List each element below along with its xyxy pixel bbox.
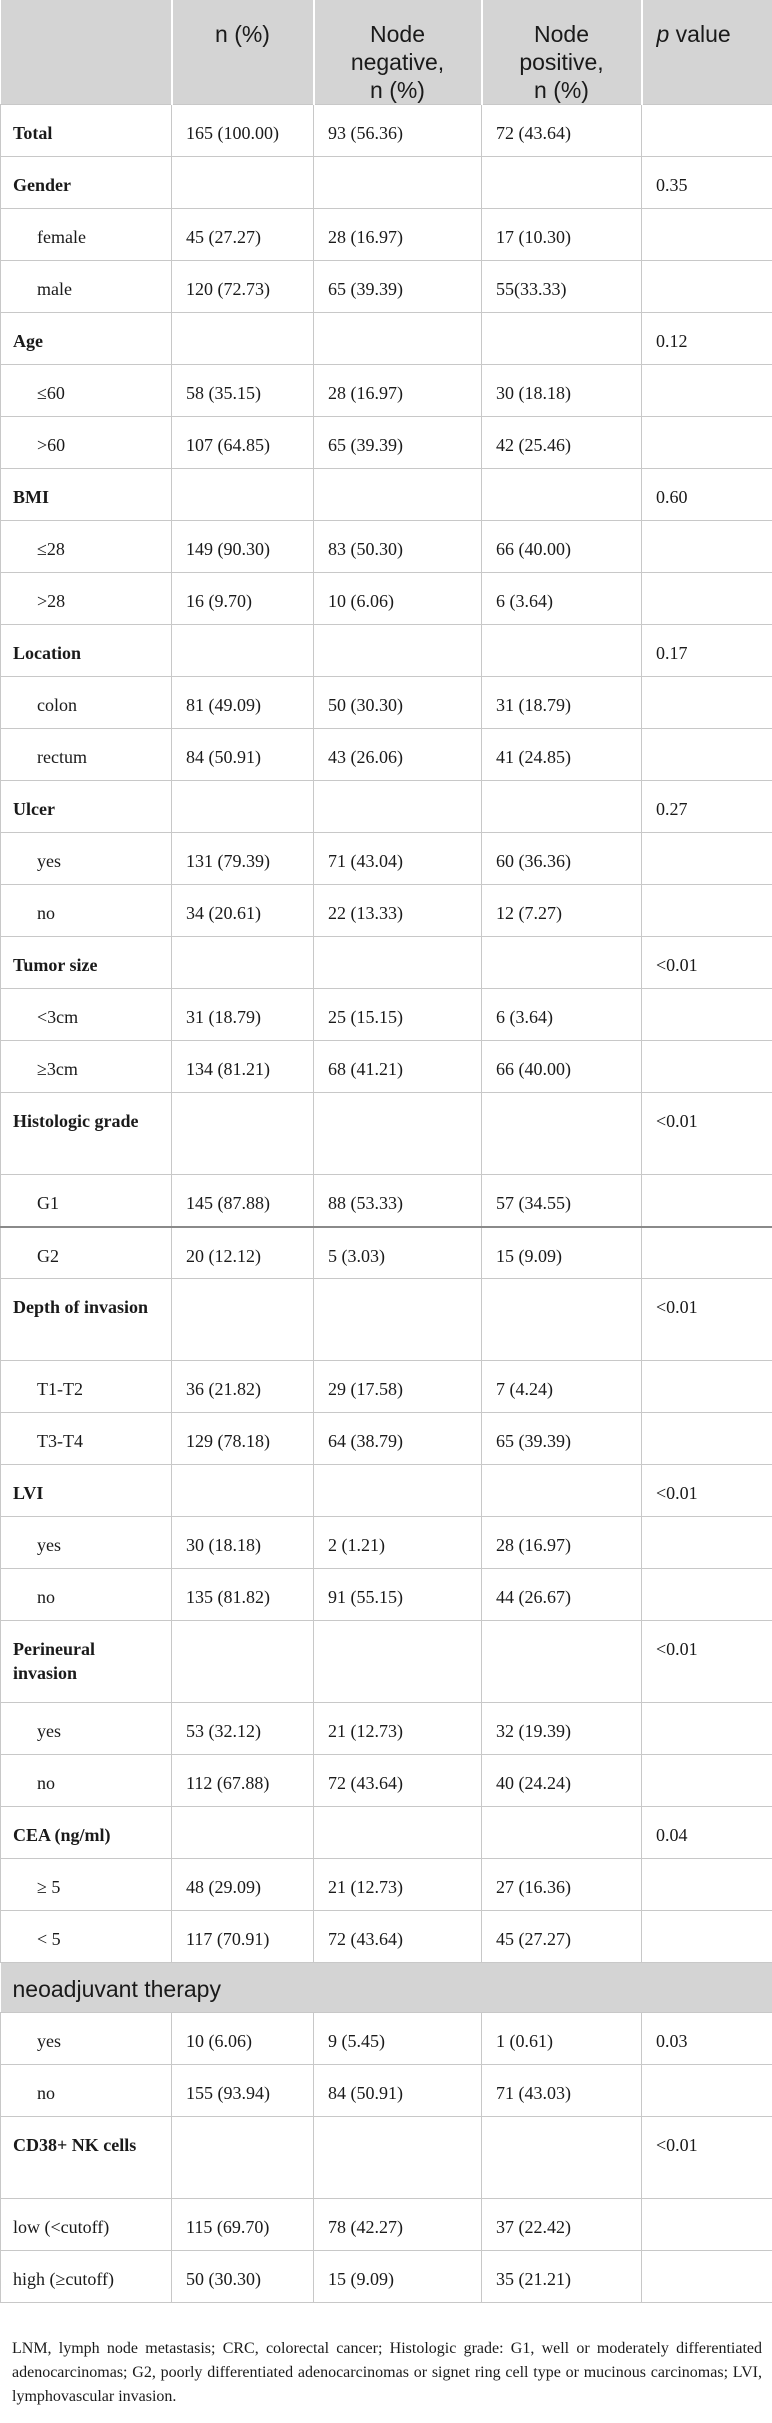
row-p: 0.04	[642, 1807, 772, 1859]
row-pos: 44 (26.67)	[482, 1569, 642, 1621]
row-label: >28	[1, 573, 172, 625]
row-pos: 66 (40.00)	[482, 1041, 642, 1093]
header-node-negative	[314, 0, 482, 105]
row-p	[642, 1703, 772, 1755]
row-neg: 21 (12.73)	[314, 1703, 482, 1755]
table-row	[1, 2065, 772, 2117]
row-pos	[482, 1279, 642, 1361]
table-row	[1, 1227, 772, 1279]
table-row-category	[1, 625, 772, 677]
row-pos: 17 (10.30)	[482, 209, 642, 261]
row-p	[642, 1227, 772, 1279]
row-n: 50 (30.30)	[172, 2251, 314, 2303]
row-n	[172, 1465, 314, 1517]
row-label: yes	[1, 1517, 172, 1569]
table-row-category	[1, 313, 772, 365]
row-n	[172, 781, 314, 833]
row-n: 16 (9.70)	[172, 573, 314, 625]
table-row	[1, 573, 772, 625]
row-n	[172, 1807, 314, 1859]
row-label: G1	[1, 1175, 172, 1227]
row-neg: 93 (56.36)	[314, 105, 482, 157]
row-p	[642, 573, 772, 625]
header-node-positive-line1: Node	[534, 21, 589, 47]
table-row-category	[1, 157, 772, 209]
table-row	[1, 1755, 772, 1807]
row-neg: 71 (43.04)	[314, 833, 482, 885]
row-neg: 29 (17.58)	[314, 1361, 482, 1413]
row-p	[642, 209, 772, 261]
row-p	[642, 1041, 772, 1093]
row-pos: 60 (36.36)	[482, 833, 642, 885]
row-p: <0.01	[642, 1465, 772, 1517]
row-neg: 64 (38.79)	[314, 1413, 482, 1465]
row-neg: 9 (5.45)	[314, 2013, 482, 2065]
row-label: Age	[1, 313, 172, 365]
row-p	[642, 729, 772, 781]
row-p: 0.35	[642, 157, 772, 209]
row-n: 48 (29.09)	[172, 1859, 314, 1911]
row-n: 81 (49.09)	[172, 677, 314, 729]
table-row	[1, 1175, 772, 1227]
table-row-category	[1, 1093, 772, 1175]
table-row	[1, 1041, 772, 1093]
row-p	[642, 885, 772, 937]
row-p	[642, 1911, 772, 1963]
row-p	[642, 1413, 772, 1465]
row-n: 155 (93.94)	[172, 2065, 314, 2117]
row-neg	[314, 1621, 482, 1703]
row-neg	[314, 1465, 482, 1517]
row-pos	[482, 2117, 642, 2199]
row-label: high (≥cutoff)	[1, 2251, 172, 2303]
row-neg	[314, 1807, 482, 1859]
table-row	[1, 1361, 772, 1413]
row-label: LVI	[1, 1465, 172, 1517]
row-neg: 22 (13.33)	[314, 885, 482, 937]
row-neg: 78 (42.27)	[314, 2199, 482, 2251]
row-label: low (<cutoff)	[1, 2199, 172, 2251]
table-row	[1, 833, 772, 885]
row-label: ≤28	[1, 521, 172, 573]
row-pos	[482, 313, 642, 365]
row-pos: 40 (24.24)	[482, 1755, 642, 1807]
row-pos: 57 (34.55)	[482, 1175, 642, 1227]
row-label: <3cm	[1, 989, 172, 1041]
row-label: no	[1, 1755, 172, 1807]
row-p	[642, 261, 772, 313]
row-neg: 50 (30.30)	[314, 677, 482, 729]
row-p	[642, 417, 772, 469]
row-n: 117 (70.91)	[172, 1911, 314, 1963]
row-label: yes	[1, 833, 172, 885]
row-n: 131 (79.39)	[172, 833, 314, 885]
row-p	[642, 833, 772, 885]
row-n: 129 (78.18)	[172, 1413, 314, 1465]
row-label: BMI	[1, 469, 172, 521]
table-row-category	[1, 1465, 772, 1517]
row-n	[172, 2117, 314, 2199]
row-p	[642, 1361, 772, 1413]
row-neg	[314, 937, 482, 989]
row-neg: 72 (43.64)	[314, 1755, 482, 1807]
row-neg: 72 (43.64)	[314, 1911, 482, 1963]
table-row	[1, 885, 772, 937]
table-row	[1, 2251, 772, 2303]
row-label: CD38+ NK cells	[1, 2117, 172, 2199]
row-n: 120 (72.73)	[172, 261, 314, 313]
row-pos: 6 (3.64)	[482, 989, 642, 1041]
row-label: Total	[1, 105, 172, 157]
row-label: Perineural invasion	[1, 1621, 172, 1703]
row-n: 31 (18.79)	[172, 989, 314, 1041]
row-n: 112 (67.88)	[172, 1755, 314, 1807]
table-row	[1, 989, 772, 1041]
table-body	[1, 105, 772, 2303]
row-pos	[482, 1093, 642, 1175]
row-p	[642, 1517, 772, 1569]
header-p-rest: value	[669, 21, 731, 47]
row-p	[642, 2065, 772, 2117]
table-row	[1, 1517, 772, 1569]
row-neg: 15 (9.09)	[314, 2251, 482, 2303]
row-neg: 5 (3.03)	[314, 1227, 482, 1279]
row-pos	[482, 1621, 642, 1703]
row-label: T3-T4	[1, 1413, 172, 1465]
row-pos: 35 (21.21)	[482, 2251, 642, 2303]
row-label: Tumor size	[1, 937, 172, 989]
row-p: <0.01	[642, 1621, 772, 1703]
row-pos	[482, 625, 642, 677]
row-p	[642, 2199, 772, 2251]
row-n: 53 (32.12)	[172, 1703, 314, 1755]
row-label: Gender	[1, 157, 172, 209]
row-label: ≤60	[1, 365, 172, 417]
row-pos	[482, 1807, 642, 1859]
row-n	[172, 1279, 314, 1361]
row-n: 36 (21.82)	[172, 1361, 314, 1413]
row-pos	[482, 1465, 642, 1517]
row-neg: 21 (12.73)	[314, 1859, 482, 1911]
row-pos: 28 (16.97)	[482, 1517, 642, 1569]
row-pos	[482, 937, 642, 989]
row-p: 0.12	[642, 313, 772, 365]
row-n: 45 (27.27)	[172, 209, 314, 261]
table-row	[1, 365, 772, 417]
row-pos: 42 (25.46)	[482, 417, 642, 469]
row-neg	[314, 1093, 482, 1175]
row-n: 30 (18.18)	[172, 1517, 314, 1569]
row-pos	[482, 469, 642, 521]
row-neg: 28 (16.97)	[314, 209, 482, 261]
header-node-negative-line1: Node	[370, 21, 425, 47]
row-pos: 37 (22.42)	[482, 2199, 642, 2251]
table-row	[1, 1703, 772, 1755]
header-row	[1, 0, 772, 105]
table-row-section	[1, 1963, 772, 2013]
table-footnote: LNM, lymph node metastasis; CRC, colorectal cancer; Histologic grade: G1, well or moderately differentiated adenocarcinomas; G2, poorly differentiated adenocarcinomas or signet ring cell type or mucinous carcinomas; LVI, lymphovascular invasion.	[12, 2340, 762, 2405]
row-label: yes	[1, 1703, 172, 1755]
table-row	[1, 261, 772, 313]
row-label: rectum	[1, 729, 172, 781]
row-neg	[314, 469, 482, 521]
row-label: no	[1, 1569, 172, 1621]
row-p: <0.01	[642, 1279, 772, 1361]
header-node-negative-line2: negative,	[350, 49, 445, 75]
row-pos: 66 (40.00)	[482, 521, 642, 573]
row-p: <0.01	[642, 2117, 772, 2199]
row-p: 0.60	[642, 469, 772, 521]
table-row-category	[1, 1807, 772, 1859]
section-label: neoadjuvant therapy	[1, 1963, 772, 2013]
table-row-category	[1, 2117, 772, 2199]
row-label: yes	[1, 2013, 172, 2065]
row-neg: 28 (16.97)	[314, 365, 482, 417]
row-pos: 12 (7.27)	[482, 885, 642, 937]
row-neg	[314, 157, 482, 209]
row-neg: 68 (41.21)	[314, 1041, 482, 1093]
row-neg	[314, 2117, 482, 2199]
row-p: <0.01	[642, 937, 772, 989]
row-label: ≥3cm	[1, 1041, 172, 1093]
table-row	[1, 2013, 772, 2065]
row-n: 165 (100.00)	[172, 105, 314, 157]
row-n: 115 (69.70)	[172, 2199, 314, 2251]
row-pos: 65 (39.39)	[482, 1413, 642, 1465]
table-row-category	[1, 781, 772, 833]
table-row	[1, 1859, 772, 1911]
row-label: Ulcer	[1, 781, 172, 833]
table-row	[1, 417, 772, 469]
row-label: G2	[1, 1227, 172, 1279]
row-pos: 41 (24.85)	[482, 729, 642, 781]
header-variable	[1, 0, 172, 105]
row-n: 10 (6.06)	[172, 2013, 314, 2065]
row-neg: 10 (6.06)	[314, 573, 482, 625]
row-label: T1-T2	[1, 1361, 172, 1413]
table-row-category	[1, 1621, 772, 1703]
row-label: female	[1, 209, 172, 261]
row-n: 149 (90.30)	[172, 521, 314, 573]
row-n	[172, 1093, 314, 1175]
table-row	[1, 521, 772, 573]
row-pos: 6 (3.64)	[482, 573, 642, 625]
row-n	[172, 625, 314, 677]
row-p	[642, 677, 772, 729]
row-pos: 30 (18.18)	[482, 365, 642, 417]
row-neg: 83 (50.30)	[314, 521, 482, 573]
row-label: no	[1, 2065, 172, 2117]
row-n: 58 (35.15)	[172, 365, 314, 417]
row-neg: 25 (15.15)	[314, 989, 482, 1041]
row-label: Histologic grade	[1, 1093, 172, 1175]
table-row-category	[1, 937, 772, 989]
row-n: 107 (64.85)	[172, 417, 314, 469]
table-row	[1, 2199, 772, 2251]
row-p	[642, 989, 772, 1041]
row-label: male	[1, 261, 172, 313]
header-p-letter: p	[656, 21, 670, 47]
row-n: 84 (50.91)	[172, 729, 314, 781]
row-p	[642, 1569, 772, 1621]
table-row-category	[1, 1279, 772, 1361]
row-n: 134 (81.21)	[172, 1041, 314, 1093]
row-label: Location	[1, 625, 172, 677]
row-neg	[314, 1279, 482, 1361]
row-pos: 1 (0.61)	[482, 2013, 642, 2065]
row-pos	[482, 157, 642, 209]
row-n: 34 (20.61)	[172, 885, 314, 937]
row-n: 20 (12.12)	[172, 1227, 314, 1279]
row-neg: 84 (50.91)	[314, 2065, 482, 2117]
header-n-percent: n (%)	[172, 0, 314, 105]
row-label: CEA (ng/ml)	[1, 1807, 172, 1859]
row-neg: 91 (55.15)	[314, 1569, 482, 1621]
row-p: 0.17	[642, 625, 772, 677]
row-pos: 27 (16.36)	[482, 1859, 642, 1911]
header-node-positive	[482, 0, 642, 105]
row-label: >60	[1, 417, 172, 469]
row-neg: 2 (1.21)	[314, 1517, 482, 1569]
header-node-positive-line2: positive,	[519, 49, 604, 75]
row-neg	[314, 313, 482, 365]
table-row-total	[1, 105, 772, 157]
row-pos: 71 (43.03)	[482, 2065, 642, 2117]
row-pos	[482, 781, 642, 833]
row-p	[642, 521, 772, 573]
header-node-positive-line3: n (%)	[534, 77, 589, 103]
row-neg: 65 (39.39)	[314, 417, 482, 469]
row-n	[172, 313, 314, 365]
row-n	[172, 157, 314, 209]
row-p	[642, 2251, 772, 2303]
row-pos: 15 (9.09)	[482, 1227, 642, 1279]
row-n	[172, 937, 314, 989]
row-label: ≥ 5	[1, 1859, 172, 1911]
row-p	[642, 1859, 772, 1911]
row-pos: 32 (19.39)	[482, 1703, 642, 1755]
row-p	[642, 365, 772, 417]
table-row	[1, 1911, 772, 1963]
row-n	[172, 1621, 314, 1703]
table-row	[1, 729, 772, 781]
row-pos: 72 (43.64)	[482, 105, 642, 157]
row-n: 135 (81.82)	[172, 1569, 314, 1621]
row-label: colon	[1, 677, 172, 729]
header-node-negative-line3: n (%)	[370, 77, 425, 103]
row-n	[172, 469, 314, 521]
row-neg: 88 (53.33)	[314, 1175, 482, 1227]
row-n: 145 (87.88)	[172, 1175, 314, 1227]
row-label: < 5	[1, 1911, 172, 1963]
table-row	[1, 1569, 772, 1621]
row-p	[642, 105, 772, 157]
row-p: 0.27	[642, 781, 772, 833]
table-row	[1, 677, 772, 729]
row-pos: 31 (18.79)	[482, 677, 642, 729]
row-neg: 65 (39.39)	[314, 261, 482, 313]
header-p-value	[642, 0, 772, 105]
row-p	[642, 1175, 772, 1227]
row-p: 0.03	[642, 2013, 772, 2065]
row-pos: 7 (4.24)	[482, 1361, 642, 1413]
row-label: no	[1, 885, 172, 937]
row-pos: 45 (27.27)	[482, 1911, 642, 1963]
row-pos: 55(33.33)	[482, 261, 642, 313]
row-label: Depth of invasion	[1, 1279, 172, 1361]
row-neg	[314, 625, 482, 677]
table-row	[1, 1413, 772, 1465]
row-p	[642, 1755, 772, 1807]
row-p: <0.01	[642, 1093, 772, 1175]
table-row-category	[1, 469, 772, 521]
row-neg	[314, 781, 482, 833]
table-row	[1, 209, 772, 261]
row-neg: 43 (26.06)	[314, 729, 482, 781]
